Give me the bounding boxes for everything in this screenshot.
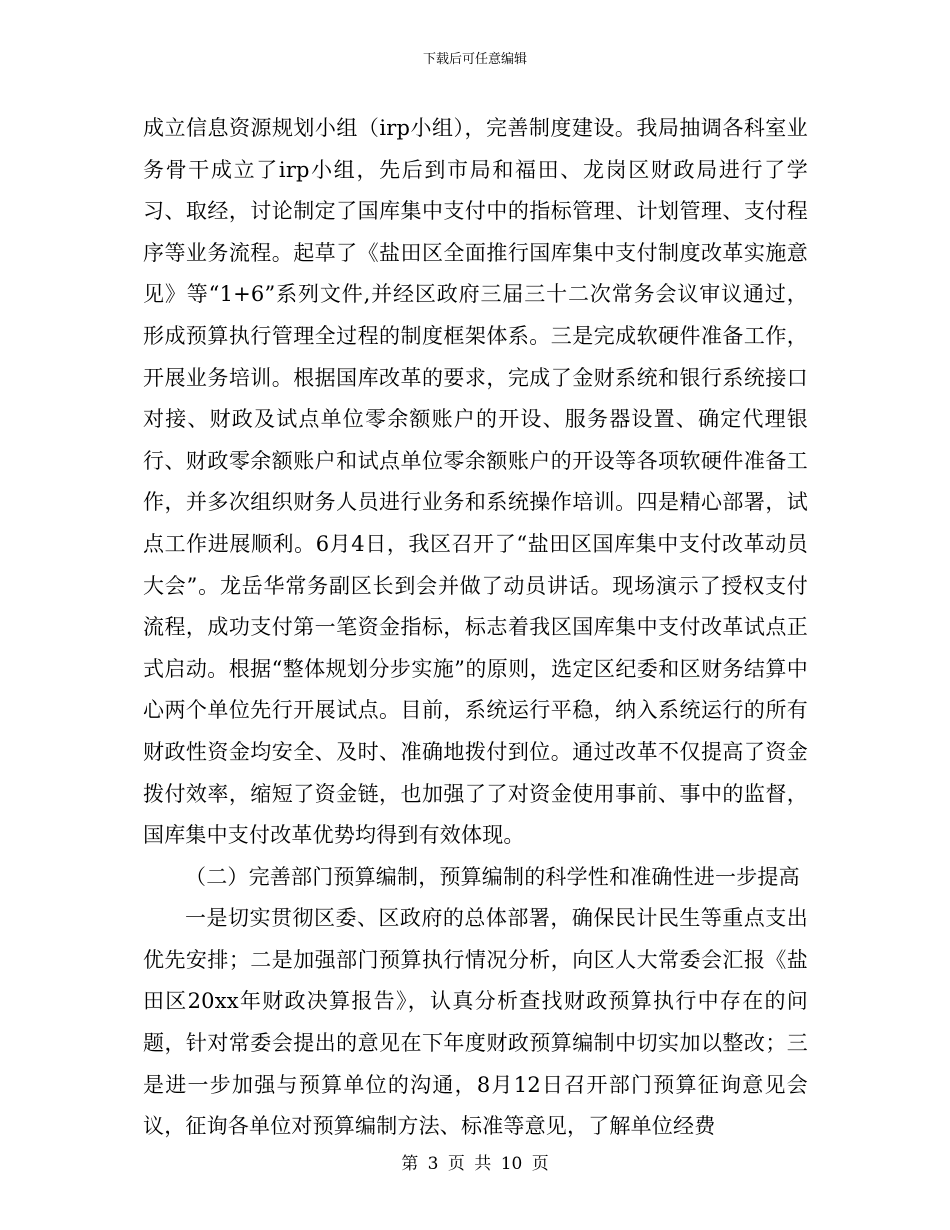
paragraph-budget-measures: 一是切实贯彻区委、区政府的总体部署，确保民计民生等重点支出优先安排；二是加强部门预算执行情况分析，向区人大常委会汇报《盐田区20xx年财政决算报告》，认真分析查找财政预算执行中存在的问题，针对常委会提出的意见在下年度财政预算编制中切实加以整改；三是进一步加强与预算单位的沟通，8月12日召开部门预算征询意见会议，征询各单位对预算编制方法、标准等意见，了解单位经费 — [143, 906, 808, 1139]
document-body — [143, 108, 808, 1148]
page-header: 下载后可任意编辑 — [422, 52, 527, 67]
page-footer: 第 3 页 共 10 页 — [401, 1154, 549, 1174]
paragraph-irp-reform: 成立信息资源规划小组（irp小组），完善制度建设。我局抽调各科室业务骨干成立了irp小组，先后到市局和福田、龙岗区财政局进行了学习、取经，讨论制定了国库集中支付中的指标管理、计划管理、支付程序等业务流程。起草了《盐田区全面推行国库集中支付制度改革实施意见》等“1+6”系列文件,并经区政府三届三十二次常务会议审议通过，形成预算执行管理全过程的制度框架体系。三是完成软硬件准备工作，开展业务培训。根据国库改革的要求，完成了金财系统和银行系统接口对接、财政及试点单位零余额账户的开设、服务器设置、确定代理银行、财政零余额账户和试点单位零余额账户的开设等各项软硬件准备工作，并多次组织财务人员进行业务和系统操作培训。四是精心部署，试点工作进展顺利。6月4日，我区召开了“盐田区国库集中支付改革动员大会”。龙岳华常务副区长到会并做了动员讲话。现场演示了授权支付流程，成功支付第一笔资金指标，标志着我区国库集中支付改革试点正式启动。根据“整体规划分步实施”的原则，选定区纪委和区财务结算中心两个单位先行开展试点。目前，系统运行平稳，纳入系统运行的所有财政性资金均安全、及时、准确地拨付到位。通过改革不仅提高了资金拨付效率，缩短了资金链，也加强了了对资金使用事前、事中的监督，国库集中支付改革优势均得到有效体现。 — [143, 116, 808, 848]
section-heading-budget: （二）完善部门预算编制，预算编制的科学性和准确性进一步提高 — [185, 864, 800, 889]
